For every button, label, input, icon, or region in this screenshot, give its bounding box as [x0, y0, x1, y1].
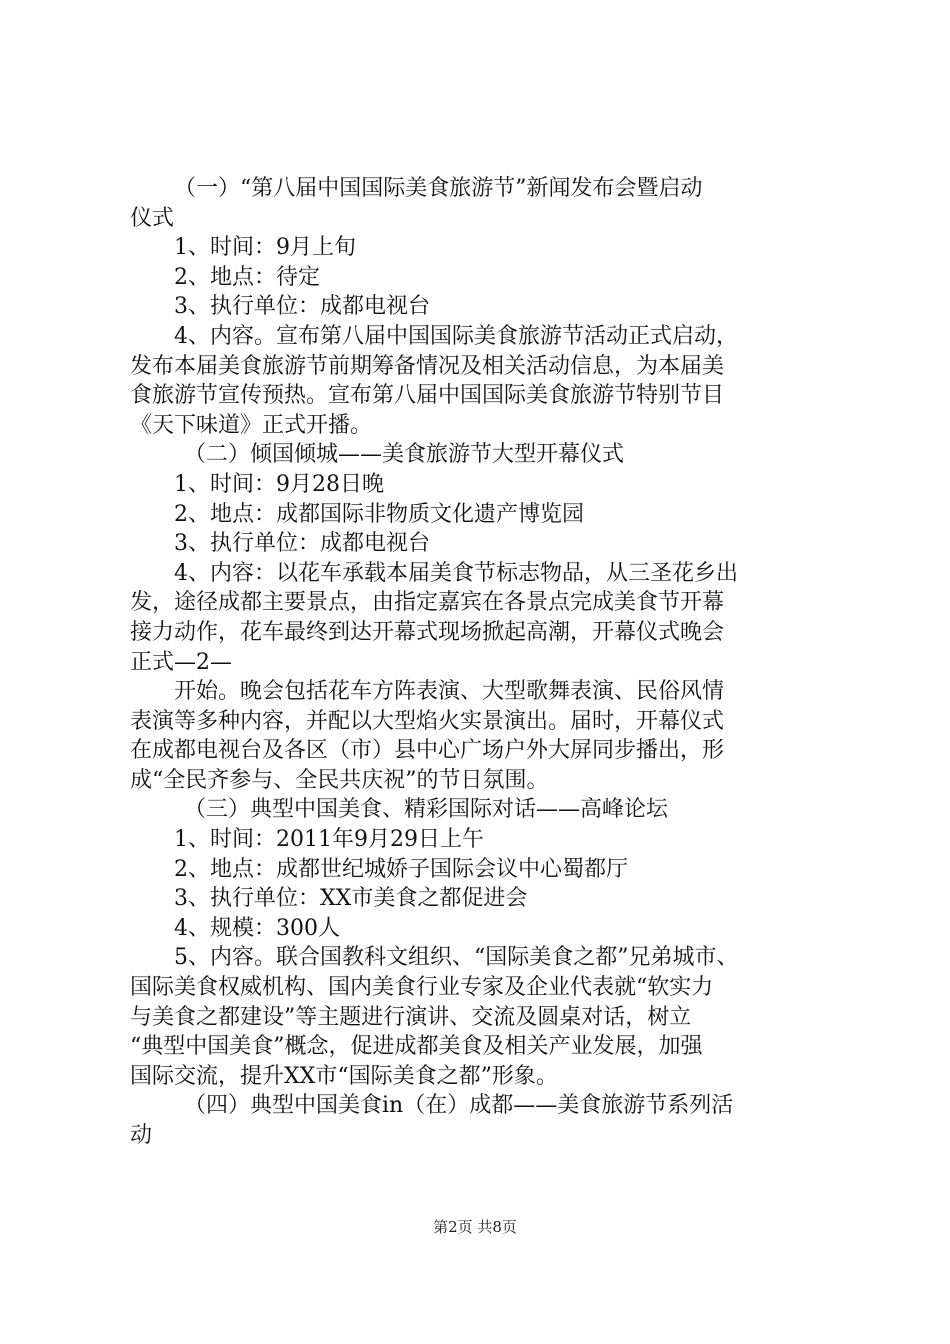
list-item: 1、时间：2011年9月29日上午 — [174, 827, 484, 853]
text-line: 在成都电视台及各区（市）县中心广场户外大屏同步播出，形 — [130, 738, 725, 764]
list-item: 1、时间：9月28日晚 — [174, 471, 384, 497]
text-line: 《天下味道》正式开播。 — [130, 412, 373, 438]
text-line: 国际交流，提升XX市“国际美食之都”形象。 — [130, 1063, 558, 1089]
text-line: 发布本届美食旅游节前期筹备情况及相关活动信息，为本届美 — [130, 353, 725, 379]
text-line: 表演等多种内容，并配以大型焰火实景演出。届时，开幕仪式 — [130, 708, 725, 734]
text-line: 成“全民齐参与、全民共庆祝”的节日氛围。 — [130, 767, 549, 793]
list-item: 4、内容：以花车承载本届美食节标志物品，从三圣花乡出 — [174, 560, 738, 586]
text-line: 正式—2— — [130, 649, 232, 675]
list-item: 1、时间：9月上旬 — [174, 235, 356, 261]
text-line: 国际美食权威机构、国内美食行业专家及企业代表就“软实力 — [130, 975, 714, 1001]
text-line: 动 — [130, 1123, 153, 1148]
text-line: 发，途径成都主要景点，由指定嘉宾在各景点完成美食节开幕 — [130, 590, 725, 616]
document-body — [130, 174, 830, 1151]
list-item: 3、执行单位：XX市美食之都促进会 — [174, 886, 528, 912]
list-item: 3、执行单位：成都电视台 — [174, 294, 430, 320]
page-number-footer: 第2页 共8页 — [433, 1218, 517, 1236]
list-item: 5、内容。联合国教科文组织、“国际美食之都”兄弟城市、 — [174, 945, 739, 971]
text-line: 与美食之都建设”等主题进行演讲、交流及圆桌对话，树立 — [130, 1004, 692, 1030]
text-line: 仪式 — [130, 205, 175, 231]
section-heading-3: （三）典型中国美食、精彩国际对话——高峰论坛 — [184, 797, 669, 823]
text-line: 食旅游节宣传预热。宣布第八届中国国际美食旅游节特别节目 — [130, 383, 725, 409]
text-line: 开始。晚会包括花车方阵表演、大型歌舞表演、民俗风情 — [174, 679, 725, 705]
section-heading-1: （一）“第八届中国国际美食旅游节”新闻发布会暨启动 — [174, 176, 703, 201]
list-item: 4、规模：300人 — [174, 915, 340, 941]
list-item: 4、内容。宣布第八届中国国际美食旅游节活动正式启动， — [174, 323, 738, 349]
text-line: 接力动作，花车最终到达开幕式现场掀起高潮，开幕仪式晚会 — [130, 619, 725, 645]
list-item: 2、地点：成都世纪城娇子国际会议中心蜀都厅 — [174, 856, 628, 882]
list-item: 3、执行单位：成都电视台 — [174, 531, 430, 557]
text-line: “典型中国美食”概念，促进成都美食及相关产业发展，加强 — [130, 1034, 703, 1060]
section-heading-2: （二）倾国倾城——美食旅游节大型开幕仪式 — [184, 442, 625, 468]
list-item: 2、地点：待定 — [174, 264, 320, 290]
list-item: 2、地点：成都国际非物质文化遗产博览园 — [174, 501, 584, 527]
section-heading-4: （四）典型中国美食in（在）成都——美食旅游节系列活 — [184, 1093, 734, 1119]
